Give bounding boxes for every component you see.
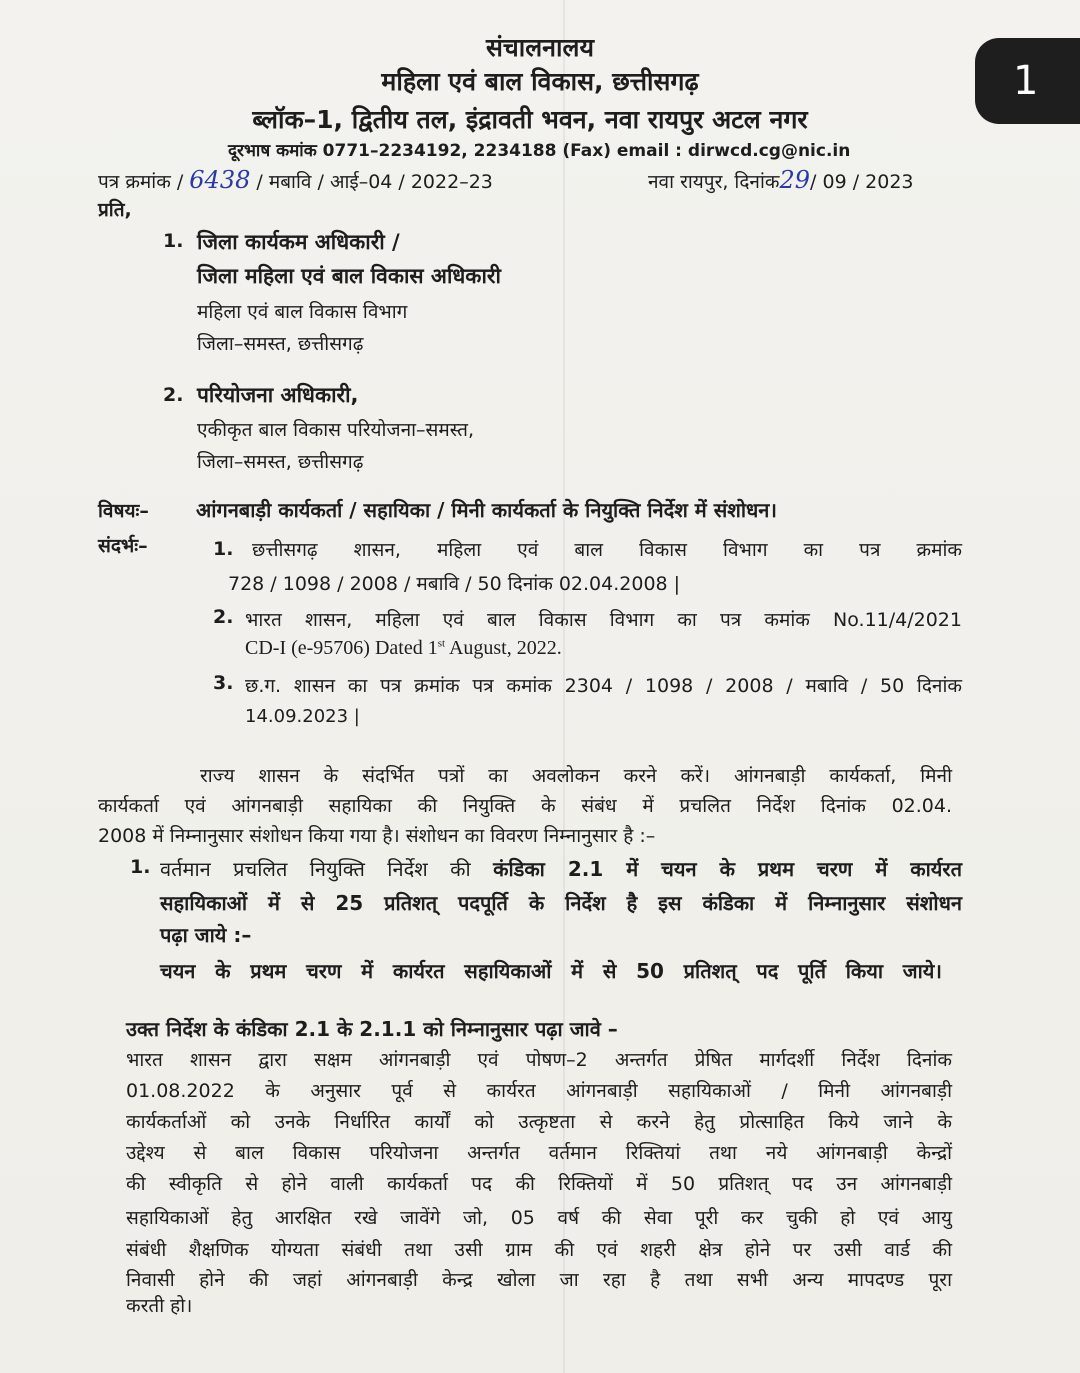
office-address: ब्लॉक–1, द्वितीय तल, इंद्रावती भवन, नवा रायपुर अटल नगर [252,105,808,134]
section-line-1: भारत शासन द्वारा सक्षम आंगनबाड़ी एवं पोषण–2 अन्तर्गत प्रेषित मार्गदर्शी निर्देश दिनांक [126,1049,952,1071]
section-line-5: की स्वीकृति से होने वाली कार्यकर्ता पद की रिक्तियों में 50 प्रतिशत् पद उन आंगनबाड़ी [126,1173,952,1195]
reference-3-line-2: 14.09.2023 | [245,706,360,727]
section-line-7: संबंधी शैक्षणिक योग्यता संबंधी तथा उसी ग्राम की एवं शहरी क्षेत्र होने पर उसी वार्ड की [126,1239,952,1261]
point-1-line-1-bold: कंडिका 2.1 में चयन के प्रथम चरण में कार्यरत [493,857,962,881]
letter-number-prefix: पत्र क्रमांक / [98,171,184,193]
office-name: संचालनालय [485,33,594,62]
subject-label: विषयः– [98,500,149,522]
recipient-1-line-3: महिला एवं बाल विकास विभाग [197,301,408,323]
section-line-3: कार्यकर्ताओं को उनके निर्धारित कार्यों को उत्कृष्टता से करने हेतु प्रोत्साहित किये जाने के [126,1111,952,1133]
section-line-2: 01.08.2022 के अनुसार पूर्व से कार्यरत आंगनबाड़ी सहायिकाओं / मिनी आंगनबाड़ी [126,1080,952,1102]
intro-line-3: 2008 में निम्नानुसार संशोधन किया गया है। संशोधन का विवरण निम्नानुसार है :– [98,825,656,847]
handwritten-letter-number: 6438 [189,166,251,194]
recipient-2-number: 2. [163,384,184,406]
recipient-2-line-2: एकीकृत बाल विकास परियोजना–समस्त, [197,419,475,441]
reference-2-line-2 [245,637,562,660]
point-1-line-2: सहायिकाओं में से 25 प्रतिशत् पदपूर्ति के निर्देश है इस कंडिका में निम्नानुसार संशोधन [160,891,962,915]
reference-3-line-1: छ.ग. शासन का पत्र क्रमांक पत्र कमांक 2304 / 1098 / 2008 / मबावि / 50 दिनांक [245,675,962,697]
handwritten-day: 29 [779,166,811,194]
reference-1-line-2: 728 / 1098 / 2008 / मबावि / 50 दिनांक 02.04.2008 | [228,573,681,595]
recipient-2-line-1: परियोजना अधिकारी, [197,383,359,407]
reference-2-line-2b: August, 2022. [445,637,562,659]
section-line-8: निवासी होने की जहां आंगनबाड़ी केन्द्र खोला जा रहा है तथा सभी अन्य मापदण्ड पूरा [126,1269,952,1291]
ordinal-suffix: st [437,637,446,650]
recipient-1-number: 1. [163,230,184,252]
recipient-2-line-3: जिला–समस्त, छत्तीसगढ़ [197,451,364,473]
references-label: संदर्भः– [98,535,148,557]
point-1-number: 1. [130,856,151,878]
point-1-line-1-plain: वर्तमान प्रचलित नियुक्ति निर्देश की [160,857,494,881]
reference-3-number: 3. [213,672,234,694]
contact-line: दूरभाष कमांक 0771–2234192, 2234188 (Fax) email : dirwcd.cg@nic.in [228,141,851,161]
intro-line-1: राज्य शासन के संदर्भित पत्रों का अवलोकन करने करें। आंगनबाड़ी कार्यकर्ता, मिनी [200,765,952,787]
section-line-6: सहायिकाओं हेतु आरक्षित रखे जावेंगे जो, 05 वर्ष की सेवा पूरी कर चुकी हो एवं आयु [126,1207,952,1229]
section-line-9: करती हो। [126,1295,193,1317]
point-1-line-3: पढ़ा जाये :– [160,923,252,947]
recipient-1-line-1: जिला कार्यकम अधिकारी / [197,230,400,254]
section-heading: उक्त निर्देश के कंडिका 2.1 के 2.1.1 को निम्नानुसार पढ़ा जावे – [126,1017,618,1041]
page-number-badge: 1 [975,38,1080,124]
intro-line-2: कार्यकर्ता एवं आंगनबाड़ी सहायिका की नियुक्ति के संबंध में प्रचलित निर्देश दिनांक 02.04. [98,795,952,817]
letter-number-suffix: / मबावि / आई–04 / 2022–23 [256,171,493,193]
section-line-4: उद्देश्य से बाल विकास परियोजना अन्तर्गत वर्तमान रिक्तियां तथा नये आंगनबाड़ी केन्द्रों [126,1142,952,1164]
to-label: प्रति, [98,199,132,221]
reference-1-number: 1. [213,538,234,560]
place-date-prefix: नवा रायपुर, दिनांक [648,171,780,193]
reference-2-line-1: भारत शासन, महिला एवं बाल विकास विभाग का पत्र कमांक No.11/4/2021 [245,609,962,631]
department-name: महिला एवं बाल विकास, छत्तीसगढ़ [381,67,699,96]
recipient-1-line-2: जिला महिला एवं बाल विकास अधिकारी [197,264,501,288]
subject-text: आंगनबाड़ी कार्यकर्ता / सहायिका / मिनी कार्यकर्ता के नियुक्ति निर्देश में संशोधन। [196,498,777,522]
point-1-line-1 [160,855,962,882]
letter-date [648,166,914,194]
recipient-1-line-4: जिला–समस्त, छत्तीसगढ़ [197,333,364,355]
letter-number [98,166,493,194]
reference-1-line-1: छत्तीसगढ़ शासन, महिला एवं बाल विकास विभाग का पत्र क्रमांक [252,539,962,561]
date-suffix: / 09 / 2023 [810,171,914,193]
point-1-amended-text: चयन के प्रथम चरण में कार्यरत सहायिकाओं में से 50 प्रतिशत् पद पूर्ति किया जाये। [160,959,942,983]
reference-2-line-2a: CD-I (e-95706) Dated 1 [245,637,438,659]
reference-2-number: 2. [213,606,234,628]
